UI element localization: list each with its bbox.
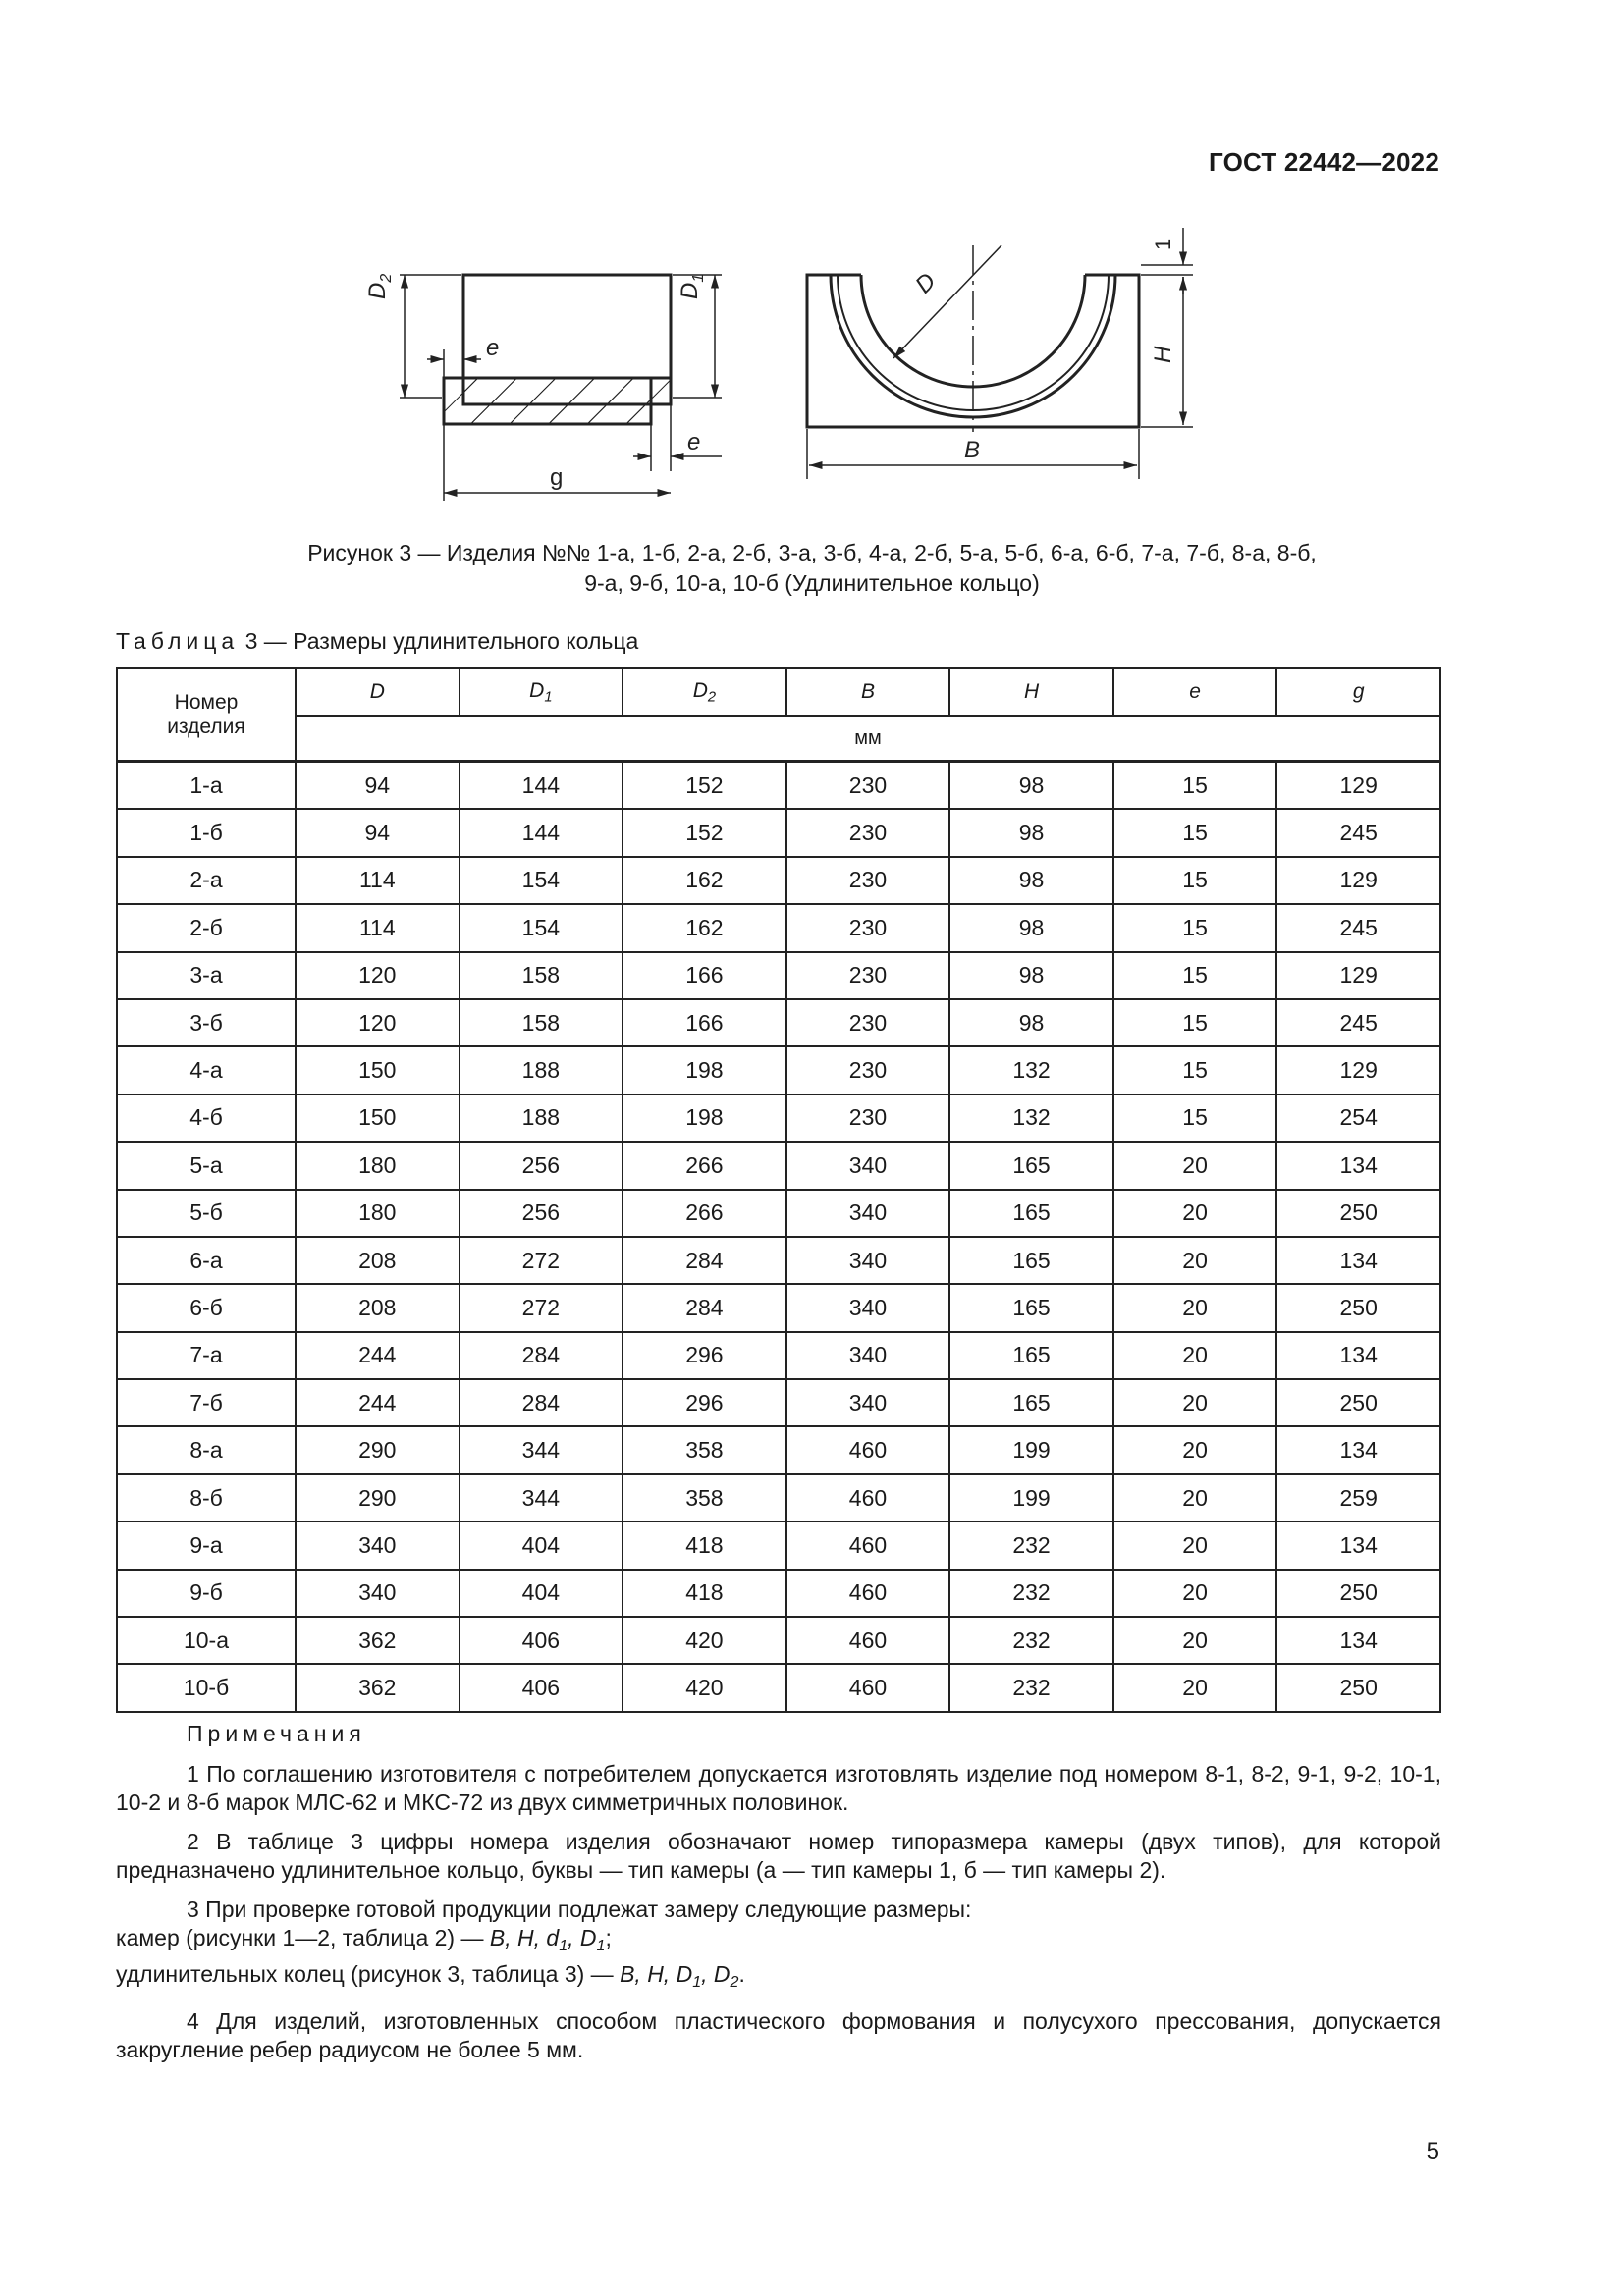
value-cell: 134 (1276, 1237, 1440, 1284)
notes-heading: Примечания (187, 1721, 366, 1746)
value-cell: 232 (949, 1570, 1113, 1617)
product-number-cell: 9-а (117, 1522, 296, 1569)
value-cell: 134 (1276, 1426, 1440, 1473)
table-row (117, 1332, 1440, 1379)
value-cell: 254 (1276, 1095, 1440, 1142)
value-cell: 362 (296, 1617, 460, 1664)
unit-cell: мм (296, 716, 1440, 762)
col-header-b: B (786, 668, 950, 716)
value-cell: 129 (1276, 762, 1440, 810)
d1-label: $D_1$ (677, 273, 707, 299)
value-cell: 344 (460, 1426, 623, 1473)
value-cell: 134 (1276, 1332, 1440, 1379)
value-cell: 245 (1276, 809, 1440, 856)
value-cell: 256 (460, 1142, 623, 1189)
product-number-cell: 10-а (117, 1617, 296, 1664)
product-number-cell: 1-а (117, 762, 296, 810)
notes-section (116, 1720, 1441, 2075)
table-body (117, 762, 1440, 1712)
value-cell: 232 (949, 1522, 1113, 1569)
e-top-label: e (486, 335, 500, 361)
value-cell: 165 (949, 1142, 1113, 1189)
figure-caption (196, 538, 1428, 599)
col-header-e: e (1113, 668, 1277, 716)
value-cell: 20 (1113, 1332, 1277, 1379)
value-cell: 199 (949, 1474, 1113, 1522)
table-row (117, 1570, 1440, 1617)
e-bottom-label: e (687, 429, 701, 455)
value-cell: 20 (1113, 1664, 1277, 1711)
value-cell: 98 (949, 999, 1113, 1046)
value-cell: 154 (460, 857, 623, 904)
product-number-cell: 6-б (117, 1284, 296, 1331)
value-cell: 20 (1113, 1426, 1277, 1473)
value-cell: 340 (786, 1379, 950, 1426)
table-row (117, 762, 1440, 810)
table-row (117, 1426, 1440, 1473)
value-cell: 152 (623, 809, 786, 856)
value-cell: 340 (296, 1570, 460, 1617)
product-number-cell: 3-а (117, 952, 296, 999)
value-cell: 266 (623, 1190, 786, 1237)
value-cell: 420 (623, 1664, 786, 1711)
value-cell: 94 (296, 762, 460, 810)
value-cell: 134 (1276, 1142, 1440, 1189)
h-label: H (1150, 346, 1176, 363)
product-number-cell: 2-а (117, 857, 296, 904)
standard-number: ГОСТ 22442—2022 (1209, 147, 1439, 177)
table-row (117, 1617, 1440, 1664)
col-header-number: Номер изделия (117, 668, 296, 762)
value-cell: 266 (623, 1142, 786, 1189)
value-cell: 134 (1276, 1617, 1440, 1664)
page-number: 5 (1426, 2138, 1439, 2164)
table-row (117, 1095, 1440, 1142)
note-3-chambers: камер (рисунки 1—2, таблица 2) — B, H, $d_1$, $D_1$; (116, 1925, 612, 1954)
value-cell: 20 (1113, 1617, 1277, 1664)
value-cell: 180 (296, 1142, 460, 1189)
table-row (117, 1522, 1440, 1569)
table-row (117, 1379, 1440, 1426)
product-number-cell: 7-б (117, 1379, 296, 1426)
value-cell: 460 (786, 1522, 950, 1569)
value-cell: 20 (1113, 1237, 1277, 1284)
table-row (117, 1284, 1440, 1331)
value-cell: 244 (296, 1379, 460, 1426)
value-cell: 198 (623, 1095, 786, 1142)
value-cell: 188 (460, 1095, 623, 1142)
product-number-cell: 4-а (117, 1046, 296, 1094)
value-cell: 120 (296, 999, 460, 1046)
value-cell: 250 (1276, 1379, 1440, 1426)
value-cell: 230 (786, 762, 950, 810)
value-cell: 244 (296, 1332, 460, 1379)
value-cell: 272 (460, 1237, 623, 1284)
value-cell: 165 (949, 1237, 1113, 1284)
value-cell: 284 (623, 1237, 786, 1284)
value-cell: 404 (460, 1570, 623, 1617)
value-cell: 15 (1113, 857, 1277, 904)
value-cell: 245 (1276, 904, 1440, 951)
value-cell: 344 (460, 1474, 623, 1522)
value-cell: 166 (623, 952, 786, 999)
value-cell: 296 (623, 1332, 786, 1379)
table-row (117, 857, 1440, 904)
value-cell: 272 (460, 1284, 623, 1331)
value-cell: 358 (623, 1474, 786, 1522)
value-cell: 418 (623, 1570, 786, 1617)
product-number-cell: 6-а (117, 1237, 296, 1284)
value-cell: 129 (1276, 952, 1440, 999)
value-cell: 284 (623, 1284, 786, 1331)
value-cell: 188 (460, 1046, 623, 1094)
value-cell: 460 (786, 1426, 950, 1473)
table-header-row (117, 668, 1440, 716)
value-cell: 256 (460, 1190, 623, 1237)
value-cell: 340 (786, 1284, 950, 1331)
product-number-cell: 5-б (117, 1190, 296, 1237)
value-cell: 460 (786, 1570, 950, 1617)
value-cell: 165 (949, 1332, 1113, 1379)
product-number-cell: 3-б (117, 999, 296, 1046)
value-cell: 420 (623, 1617, 786, 1664)
product-number-cell: 8-б (117, 1474, 296, 1522)
value-cell: 180 (296, 1190, 460, 1237)
table-row (117, 1142, 1440, 1189)
product-number-cell: 1-б (117, 809, 296, 856)
caption-line-1: Рисунок 3 — Изделия №№ 1-а, 1-б, 2-а, 2-б, 3-а, 3-б, 4-а, 2-б, 5-а, 5-б, 6-а, 6-б, 7-а, 7-б, 8-а, 8-б, (307, 540, 1317, 565)
value-cell: 290 (296, 1426, 460, 1473)
value-cell: 406 (460, 1617, 623, 1664)
value-cell: 230 (786, 904, 950, 951)
value-cell: 198 (623, 1046, 786, 1094)
value-cell: 460 (786, 1474, 950, 1522)
figure-3-drawing (0, 0, 1624, 530)
value-cell: 296 (623, 1379, 786, 1426)
value-cell: 406 (460, 1664, 623, 1711)
table-title (116, 628, 638, 655)
product-number-cell: 8-а (117, 1426, 296, 1473)
value-cell: 250 (1276, 1664, 1440, 1711)
value-cell: 98 (949, 809, 1113, 856)
product-number-cell: 5-а (117, 1142, 296, 1189)
table-row (117, 1046, 1440, 1094)
value-cell: 20 (1113, 1190, 1277, 1237)
value-cell: 404 (460, 1522, 623, 1569)
value-cell: 114 (296, 904, 460, 951)
value-cell: 165 (949, 1190, 1113, 1237)
product-number-cell: 10-б (117, 1664, 296, 1711)
table-row (117, 1237, 1440, 1284)
table-row (117, 809, 1440, 856)
value-cell: 230 (786, 1095, 950, 1142)
table-title-prefix: Таблица (116, 628, 240, 654)
value-cell: 208 (296, 1284, 460, 1331)
value-cell: 166 (623, 999, 786, 1046)
table-title-text: 3 — Размеры удлинительного кольца (239, 628, 639, 654)
value-cell: 340 (786, 1190, 950, 1237)
value-cell: 114 (296, 857, 460, 904)
product-number-cell: 9-б (117, 1570, 296, 1617)
table-row (117, 952, 1440, 999)
ring-section-view (444, 275, 671, 424)
value-cell: 20 (1113, 1570, 1277, 1617)
value-cell: 284 (460, 1379, 623, 1426)
one-label: 1 (1151, 238, 1175, 250)
value-cell: 98 (949, 762, 1113, 810)
note-4: 4 Для изделий, изготовленных способом пластического формования и полусухого прессования, допускается закругление ребер радиусом не более 5 мм. (116, 2007, 1441, 2062)
value-cell: 15 (1113, 1095, 1277, 1142)
col-header-g: g (1276, 668, 1440, 716)
value-cell: 230 (786, 1046, 950, 1094)
d2-label: $D_2$ (364, 273, 395, 299)
value-cell: 15 (1113, 1046, 1277, 1094)
value-cell: 152 (623, 762, 786, 810)
table-row (117, 1190, 1440, 1237)
table-row (117, 1664, 1440, 1711)
value-cell: 15 (1113, 952, 1277, 999)
note-2: 2 В таблице 3 цифры номера изделия обозначают номер типоразмера камеры (двух типов), для которой предназначено удлинительное кольцо, буквы — тип камеры (а — тип камеры 1, б — тип камеры 2). (116, 1829, 1441, 1883)
b-label: B (964, 437, 981, 463)
value-cell: 284 (460, 1332, 623, 1379)
value-cell: 290 (296, 1474, 460, 1522)
value-cell: 362 (296, 1664, 460, 1711)
product-number-cell: 2-б (117, 904, 296, 951)
value-cell: 232 (949, 1664, 1113, 1711)
value-cell: 120 (296, 952, 460, 999)
value-cell: 340 (296, 1522, 460, 1569)
value-cell: 132 (949, 1095, 1113, 1142)
value-cell: 98 (949, 857, 1113, 904)
product-number-cell: 7-а (117, 1332, 296, 1379)
col-header-h: H (949, 668, 1113, 716)
value-cell: 162 (623, 857, 786, 904)
value-cell: 162 (623, 904, 786, 951)
value-cell: 230 (786, 999, 950, 1046)
value-cell: 150 (296, 1046, 460, 1094)
col-header-d2: $D_2$ (623, 668, 786, 716)
dimensions-table (116, 667, 1441, 1713)
value-cell: 230 (786, 809, 950, 856)
value-cell: 129 (1276, 1046, 1440, 1094)
value-cell: 250 (1276, 1284, 1440, 1331)
value-cell: 20 (1113, 1379, 1277, 1426)
value-cell: 230 (786, 857, 950, 904)
value-cell: 154 (460, 904, 623, 951)
value-cell: 20 (1113, 1522, 1277, 1569)
value-cell: 250 (1276, 1570, 1440, 1617)
value-cell: 340 (786, 1237, 950, 1284)
value-cell: 358 (623, 1426, 786, 1473)
d-label: D (910, 267, 942, 299)
value-cell: 208 (296, 1237, 460, 1284)
col-header-d: D (296, 668, 460, 716)
value-cell: 460 (786, 1664, 950, 1711)
value-cell: 158 (460, 952, 623, 999)
caption-line-2: 9-а, 9-б, 10-а, 10-б (Удлинительное кольцо) (584, 570, 1040, 596)
value-cell: 418 (623, 1522, 786, 1569)
note-3 (116, 1896, 1441, 1997)
value-cell: 199 (949, 1426, 1113, 1473)
value-cell: 165 (949, 1284, 1113, 1331)
value-cell: 340 (786, 1332, 950, 1379)
value-cell: 132 (949, 1046, 1113, 1094)
value-cell: 15 (1113, 762, 1277, 810)
value-cell: 144 (460, 762, 623, 810)
product-number-cell: 4-б (117, 1095, 296, 1142)
value-cell: 245 (1276, 999, 1440, 1046)
value-cell: 230 (786, 952, 950, 999)
value-cell: 250 (1276, 1190, 1440, 1237)
value-cell: 134 (1276, 1522, 1440, 1569)
table-row (117, 904, 1440, 951)
value-cell: 259 (1276, 1474, 1440, 1522)
value-cell: 158 (460, 999, 623, 1046)
value-cell: 94 (296, 809, 460, 856)
value-cell: 20 (1113, 1142, 1277, 1189)
table-unit-row (117, 716, 1440, 762)
value-cell: 20 (1113, 1284, 1277, 1331)
value-cell: 15 (1113, 809, 1277, 856)
value-cell: 129 (1276, 857, 1440, 904)
table-row (117, 999, 1440, 1046)
g-label: g (550, 464, 564, 491)
value-cell: 15 (1113, 999, 1277, 1046)
value-cell: 150 (296, 1095, 460, 1142)
table-row (117, 1474, 1440, 1522)
value-cell: 144 (460, 809, 623, 856)
note-3-intro: 3 При проверке готовой продукции подлежат замеру следующие размеры: (187, 1896, 972, 1922)
value-cell: 20 (1113, 1474, 1277, 1522)
value-cell: 460 (786, 1617, 950, 1664)
value-cell: 98 (949, 952, 1113, 999)
value-cell: 340 (786, 1142, 950, 1189)
note-1: 1 По соглашению изготовителя с потребителем допускается изготовлять изделие под номером 8-1, 8-2, 9-1, 9-2, 10-1, 10-2 и 8-б марок МЛС-62 и МКС-72 из двух симметричных половинок. (116, 1761, 1441, 1815)
value-cell: 15 (1113, 904, 1277, 951)
value-cell: 232 (949, 1617, 1113, 1664)
value-cell: 98 (949, 904, 1113, 951)
value-cell: 165 (949, 1379, 1113, 1426)
note-3-rings: удлинительных колец (рисунок 3, таблица 3) — B, H, $D_1$, $D_2$. (116, 1960, 745, 1991)
col-header-d1: $D_1$ (460, 668, 623, 716)
